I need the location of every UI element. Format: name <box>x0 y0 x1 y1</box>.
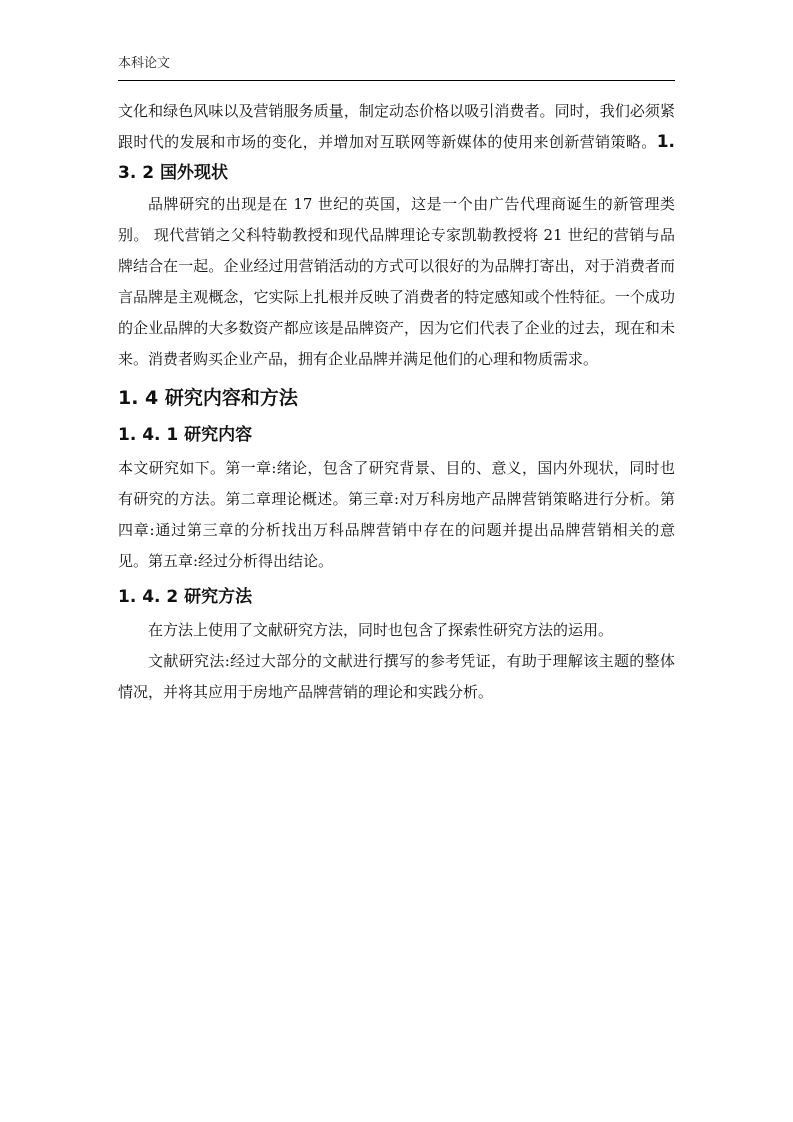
heading-1-3-2: 1. 3. 2 国外现状 <box>118 132 675 183</box>
heading-1-4-1: 1. 4. 1 研究内容 <box>118 425 253 445</box>
heading-1-4-2: 1. 4. 2 研究方法 <box>118 587 253 607</box>
page-body <box>118 96 675 708</box>
running-header: 本科论文 <box>118 56 171 71</box>
header-rule <box>118 80 675 81</box>
paragraph-continuation-text: 文化和绿色风味以及营销服务质量，制定动态价格以吸引消费者。同时，我们必须紧跟时代的发展和市场的变化，并增加对互联网等新媒体的使用来创新营销策略。 <box>118 102 675 151</box>
paragraph-foreign-status: 品牌研究的出现是在 17 世纪的英国，这是一个由广告代理商诞生的新管理类别。 现代营销之父科特勒教授和现代品牌理论专家凯勒教授将 21 世纪的营销与品牌结合在一起。企业经过用营销活动的方式可以很好的为品牌打寄出，对于消费者而言品牌是主观概念，它实际上扎根并反映了消费者的特定感知或个性特征。一个成功的企业品牌的大多数资产都应该是品牌资产，因为它们代表了企业的过去，现在和未来。消费者购买企业产品，拥有企业品牌并满足他们的心理和物质需求。 <box>118 195 675 368</box>
paragraph-literature-method: 文献研究法:经过大部分的文献进行撰写的参考凭证，有助于理解该主题的整体情况，并将其应用于房地产品牌营销的理论和实践分析。 <box>118 652 675 701</box>
paragraph-methods-intro: 在方法上使用了文献研究方法，同时也包含了探索性研究方法的运用。 <box>148 621 614 639</box>
paragraph-research-content: 本文研究如下。第一章:绪论，包含了研究背景、目的、意义，国内外现状，同时也有研究的方法。第二章理论概述。第三章:对万科房地产品牌营销策略进行分析。第四章:通过第三章的分析找出万科品牌营销中存在的问题并提出品牌营销相关的意见。第五章:经过分析得出结论。 <box>118 459 675 570</box>
heading-1-4: 1. 4 研究内容和方法 <box>118 387 298 409</box>
paragraph-continuation <box>118 96 675 189</box>
